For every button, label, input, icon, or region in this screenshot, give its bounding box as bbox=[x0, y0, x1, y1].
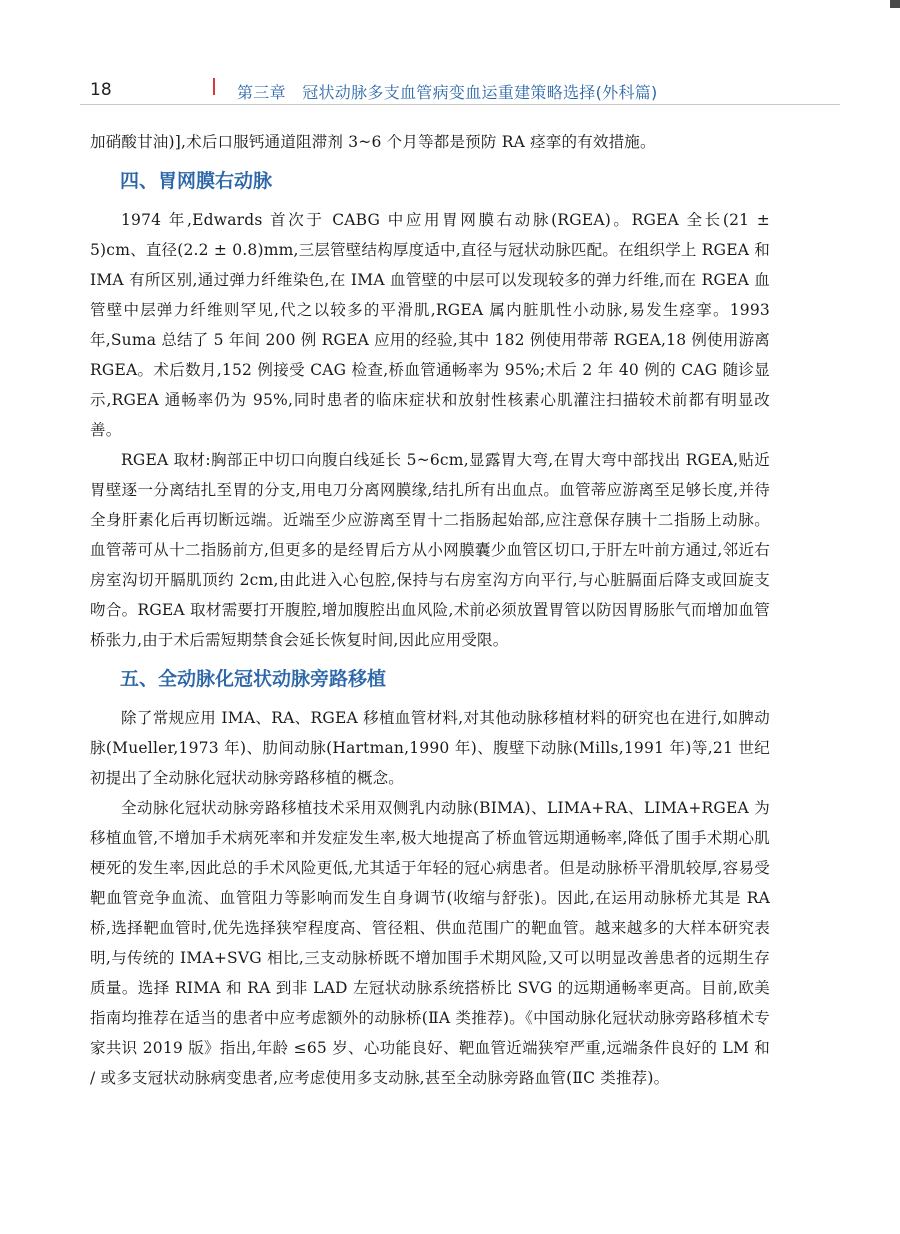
paragraph-arterial-materials: 除了常规应用 IMA、RA、RGEA 移植血管材料,对其他动脉移植材料的研究也在进行,如脾动脉(Mueller,1973 年)、肋间动脉(Hartman,1990 年)、腹壁下动脉(Mills,1991 年)等,21 世纪初提出了全动脉化冠状动脉旁路移植的概念。 bbox=[90, 709, 770, 787]
running-header bbox=[80, 70, 840, 105]
section-heading-rgea: 四、胃网膜右动脉 bbox=[120, 170, 273, 192]
paragraph-rgea-harvest: RGEA 取材:胸部正中切口向腹白线延长 5~6cm,显露胃大弯,在胃大弯中部找出 RGEA,贴近胃壁逐一分离结扎至胃的分支,用电刀分离网膜缘,结扎所有出血点。血管蒂应游离至足够长度,并待全身肝素化后再切断远端。近端至少应游离至胃十二指肠起始部,应注意保存胰十二指肠上动脉。血管蒂可从十二指肠前方,但更多的是经胃后方从小网膜囊少血管区切口,于肝左叶前方通过,邻近右房室沟切开膈肌顶约 2cm,由此进入心包腔,保持与右房室沟方向平行,与心脏膈面后降支或回旋支吻合。RGEA 取材需要打开腹腔,增加腹腔出血风险,术前必须放置胃管以防因胃肠胀气而增加血管桥张力,由于术后需短期禁食会延长恢复时间,因此应用受限。 bbox=[90, 451, 770, 649]
header-separator bbox=[213, 78, 215, 95]
continuation-paragraph: 加硝酸甘油)],术后口服钙通道阻滞剂 3~6 个月等都是预防 RA 痉挛的有效措施。 bbox=[90, 133, 656, 151]
paragraph-arterial-technique: 全动脉化冠状动脉旁路移植技术采用双侧乳内动脉(BIMA)、LIMA+RA、LIMA+RGEA 为移植血管,不增加手术病死率和并发症发生率,极大地提高了桥血管远期通畅率,降低了围手术期心肌梗死的发生率,因此总的手术风险更低,尤其适于年轻的冠心病患者。但是动脉桥平滑肌较厚,容易受靶血管竞争血流、血管阻力等影响而发生自身调节(收缩与舒张)。因此,在运用动脉桥尤其是 RA 桥,选择靶血管时,优先选择狭窄程度高、管径粗、供血范围广的靶血管。越来越多的大样本研究表明,与传统的 IMA+SVG 相比,三支动脉桥既不增加围手术期风险,又可以明显改善患者的远期生存质量。选择 RIMA 和 RA 到非 LAD 左冠状动脉系统搭桥比 SVG 的远期通畅率更高。目前,欧美指南均推荐在适当的患者中应考虑额外的动脉桥(ⅡA 类推荐)。《中国动脉化冠状动脉旁路移植术专家共识 2019 版》指出,年龄 ≤65 岁、心功能良好、靶血管近端狭窄严重,远端条件良好的 LM 和 / 或多支冠状动脉病变患者,应考虑使用多支动脉,甚至全动脉旁路血管(ⅡC 类推荐)。 bbox=[90, 799, 770, 1087]
section-heading-total-arterial: 五、全动脉化冠状动脉旁路移植 bbox=[120, 668, 387, 690]
page-body bbox=[90, 127, 770, 1093]
page-number: 18 bbox=[90, 80, 112, 100]
page-corner-mark bbox=[890, 0, 900, 8]
chapter-title: 第三章 冠状动脉多支血管病变血运重建策略选择(外科篇) bbox=[237, 83, 658, 102]
paragraph-rgea-history: 1974 年,Edwards 首次于 CABG 中应用胃网膜右动脉(RGEA)。RGEA 全长(21 ± 5)cm、直径(2.2 ± 0.8)mm,三层管壁结构厚度适中,直径与冠状动脉匹配。在组织学上 RGEA 和 IMA 有所区别,通过弹力纤维染色,在 IMA 血管壁的中层可以发现较多的弹力纤维,而在 RGEA 血管壁中层弹力纤维则罕见,代之以较多的平滑肌,RGEA 属内脏肌性小动脉,易发生痉挛。1993 年,Suma 总结了 5 年间 200 例 RGEA 应用的经验,其中 182 例使用带蒂 RGEA,18 例使用游离 RGEA。术后数月,152 例接受 CAG 检查,桥血管通畅率为 95%;术后 2 年 40 例的 CAG 随诊显示,RGEA 通畅率仍为 95%,同时患者的临床症状和放射性核素心肌灌注扫描较术前都有明显改善。 bbox=[90, 211, 770, 439]
